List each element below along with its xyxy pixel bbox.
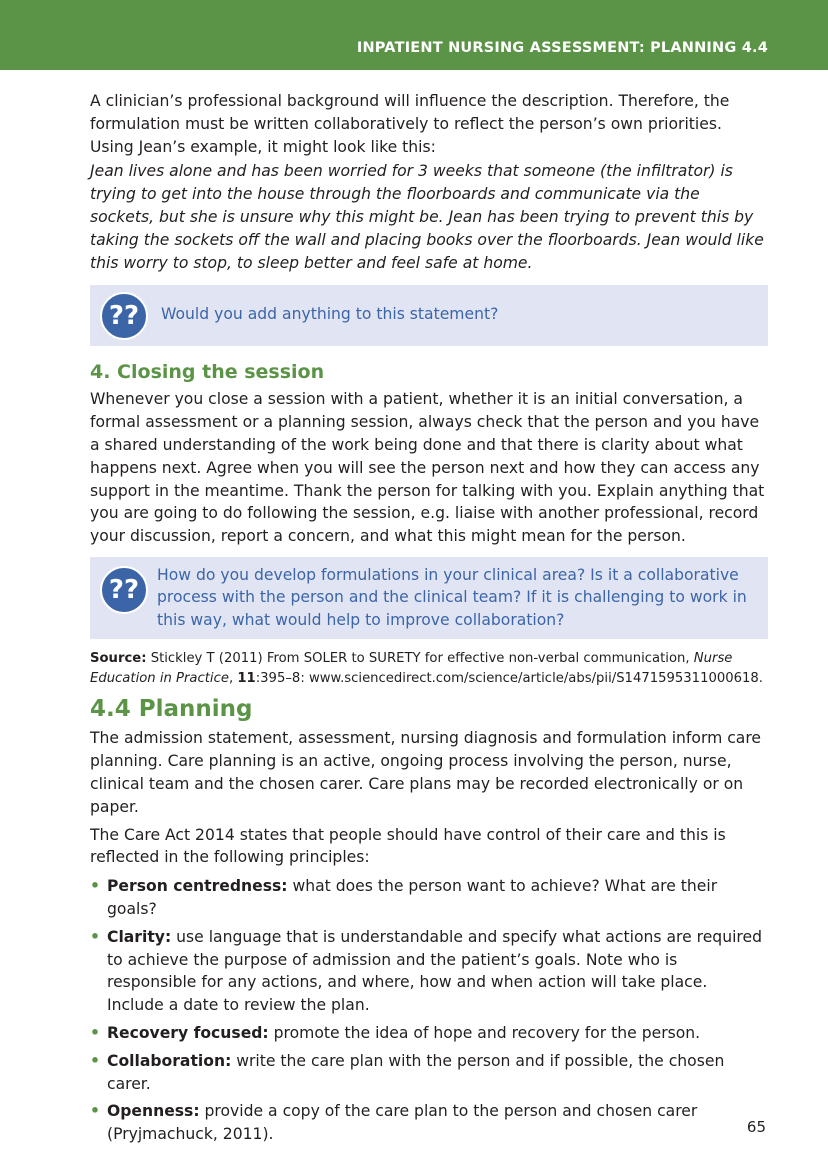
principle-text: write the care plan with the person and if possible, the chosen carer.	[107, 1051, 725, 1093]
section-heading-planning: 4.4 Planning	[90, 696, 253, 723]
question-text: Would you add anything to this statement?	[161, 305, 499, 324]
principle-term: Person centredness:	[107, 877, 288, 896]
source-citation	[90, 649, 768, 688]
principle-term: Recovery focused:	[107, 1024, 269, 1043]
closing-paragraph: Whenever you close a session with a patient, whether it is an initial conversation, a formal assessment or a planning session, always check that the person and you have a shared understanding of the work being done and that there is clarity about what happens next. Agree when you will see the person next and how they can access any support in the meantime. Thank the person for talking with you. Explain anything that you are going to do following the session, e.g. liaise with another professional, record your discussion, report a concern, and what this might mean for the person.	[90, 390, 765, 546]
list-item	[90, 1100, 768, 1146]
svg-text:??: ??	[108, 301, 140, 332]
list-item	[90, 1022, 768, 1045]
jean-example-statement: Jean lives alone and has been worried for 3 weeks that someone (the infiltrator) is trying to get into the house through the floorboards and communicate via the sockets, but she is unsure why this might be. Jean has been trying to prevent this by taking the sockets off the wall and placing books over the floorboards. Jean would like this worry to stop, to sleep better and feel safe at home.	[90, 162, 764, 272]
running-title: INPATIENT NURSING ASSESSMENT: PLANNING 4.4	[356, 40, 768, 56]
principle-text: what does the person want to achieve? What are their goals?	[107, 877, 718, 919]
page-header	[0, 0, 828, 70]
principle-term: Clarity:	[107, 927, 172, 946]
source-url-text: :395–8: www.sciencedirect.com/science/article/abs/pii/S1471595311000618.	[255, 670, 763, 686]
bullet-icon: •	[90, 877, 100, 896]
principle-text: promote the idea of hope and recovery for the person.	[268, 1024, 701, 1043]
bullet-icon: •	[90, 1102, 100, 1121]
section-heading-closing: 4. Closing the session	[90, 361, 325, 384]
page-number: 65	[746, 1118, 766, 1136]
question-box	[90, 557, 768, 640]
list-item	[90, 875, 768, 921]
care-act-paragraph: The Care Act 2014 states that people should have control of their care and this is reflected in the following principles:	[90, 825, 726, 867]
bullet-icon: •	[90, 1024, 100, 1043]
svg-text:??: ??	[108, 574, 140, 605]
bullet-icon: •	[90, 927, 100, 946]
question-icon	[99, 565, 149, 615]
source-label: Source:	[90, 651, 147, 667]
principle-text: provide a copy of the care plan to the person and chosen carer (Pryjmachuck, 2011).	[107, 1102, 698, 1144]
principles-list	[90, 875, 768, 1146]
principle-text: use language that is understandable and specify what actions are required to achieve the purpose of admission and the patient’s goals. Note who is responsible for any actions, and where, how and when action will take place. Include a date to review the plan.	[107, 927, 762, 1015]
question-icon	[99, 291, 149, 341]
principle-term: Openness:	[107, 1102, 200, 1121]
planning-paragraph: The admission statement, assessment, nursing diagnosis and formulation inform care planning. Care planning is an active, ongoing process involving the person, nurse, clinical team and the chosen carer. Care plans may be recorded electronically or on paper.	[90, 729, 762, 816]
intro-paragraph: A clinician’s professional background will influence the description. Therefore, the formulation must be written collaboratively to reflect the person’s own priorities. Using Jean’s example, it might look like this:	[90, 92, 730, 156]
source-volume: 11	[237, 670, 256, 686]
list-item	[90, 1050, 768, 1096]
source-text: Stickley T (2011) From SOLER to SURETY for effective non-verbal communication,	[146, 651, 694, 667]
question-box	[90, 285, 768, 346]
main-content	[90, 90, 768, 1151]
bullet-icon: •	[90, 1051, 100, 1070]
source-journal: Nurse Education in Practice	[90, 651, 733, 686]
list-item	[90, 926, 768, 1017]
source-separator: ,	[228, 670, 238, 686]
question-text: How do you develop formulations in your clinical area? Is it a collaborative process with the person and the clinical team? If it is challenging to work in this way, what would help to improve collaboration?	[157, 565, 747, 629]
principle-term: Collaboration:	[107, 1051, 232, 1070]
